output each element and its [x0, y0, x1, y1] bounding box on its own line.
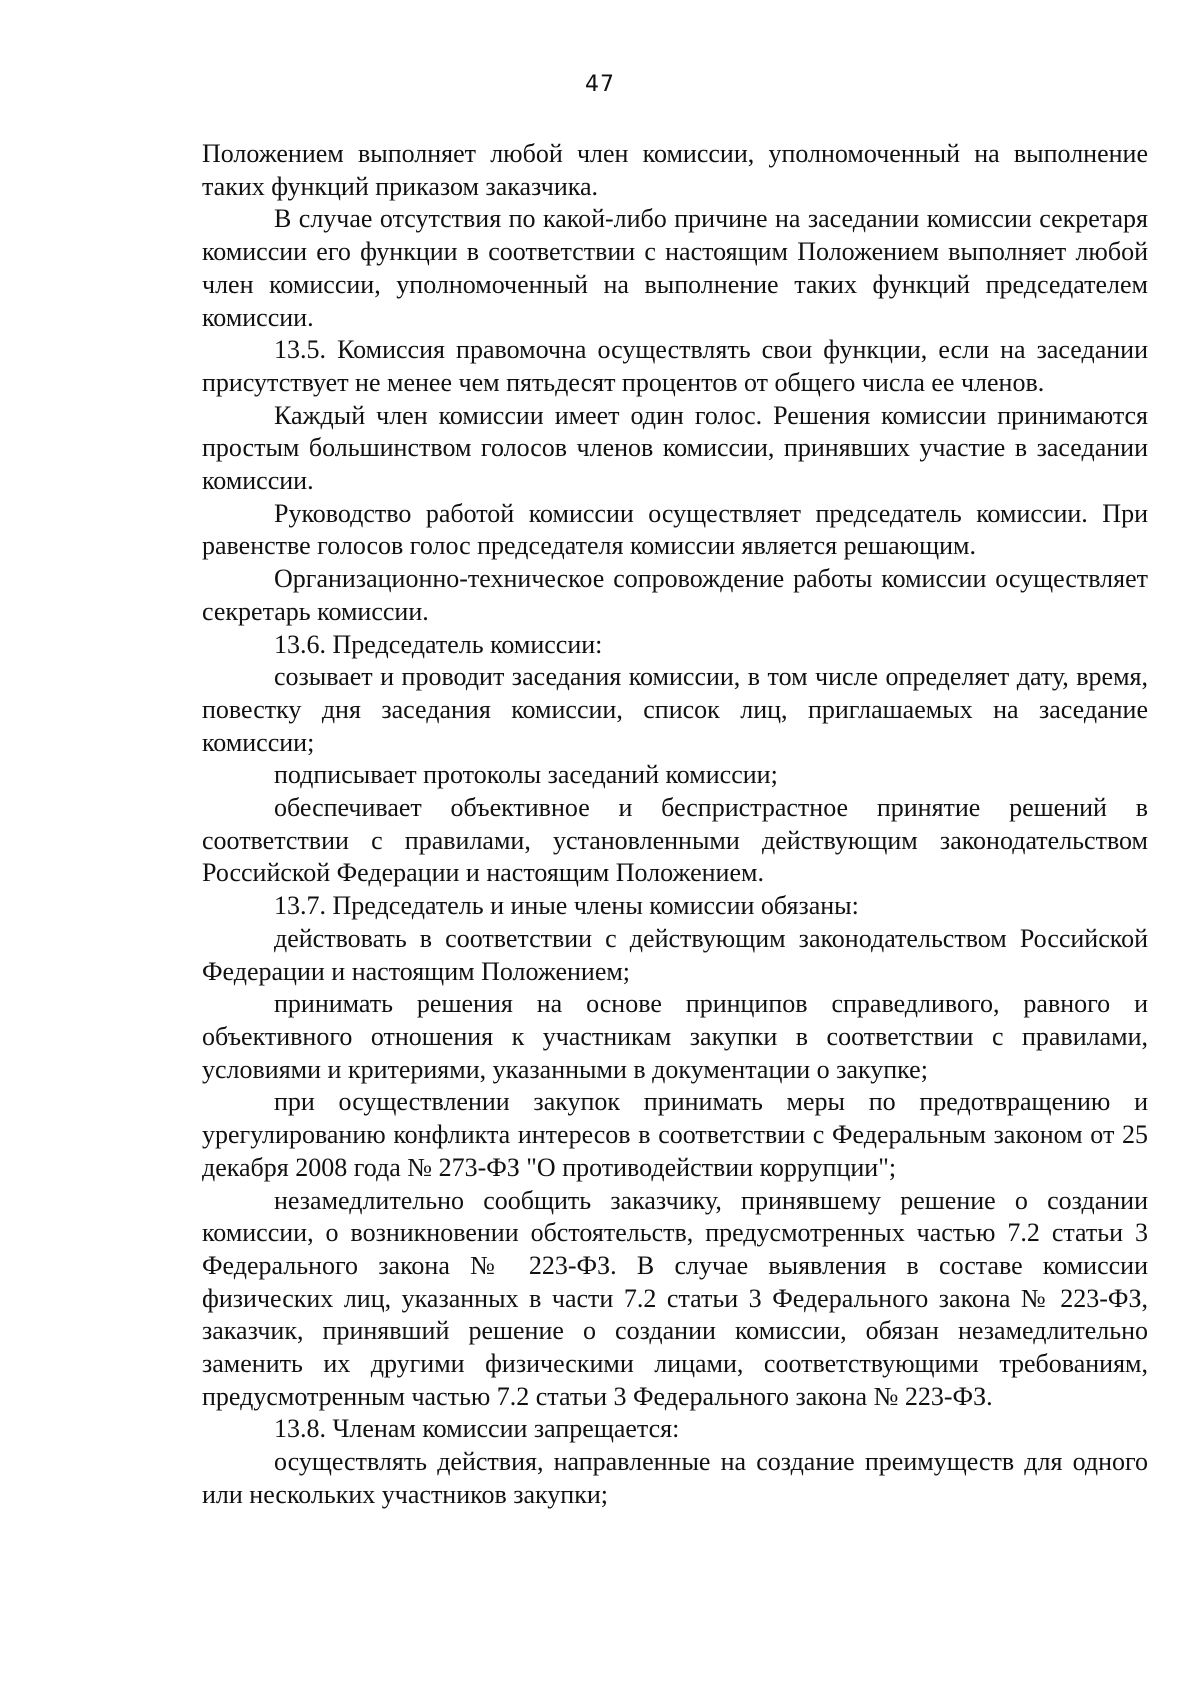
paragraph-prohibition-advantages: осуществлять действия, направленные на создание преимуществ для одного или нескольких участников закупки; [202, 1447, 1148, 1509]
paragraph-chair-convenes: созывает и проводит заседания комиссии, в том числе определяет дату, время, повестку дня заседания комиссии, список лиц, приглашаемых на заседание комиссии; [202, 662, 1148, 757]
paragraph-13-8-heading: 13.8. Членам комиссии запрещается: [274, 1414, 680, 1444]
paragraph-secretary-support: Организационно-техническое сопровождение работы комиссии осуществляет секретарь комиссии. [202, 564, 1148, 626]
paragraph-chair-ensures: обеспечивает объективное и беспристрастное принятие решений в соответствии с правилами, установленными действующим законодательством Российской Федерации и настоящим Положением. [202, 793, 1148, 888]
paragraph-duty-act-lawfully: действовать в соответствии с действующим законодательством Российской Федерации и настоящим Положением; [202, 923, 1148, 986]
paragraph-duty-conflict-of-interest: при осуществлении закупок принимать меры по предотвращению и урегулированию конфликта интересов в соответствии с Федеральным законом от 25 декабря 2008 года № 273-ФЗ "О противодействии коррупции"; [202, 1087, 1148, 1182]
paragraph-continuation: Положением выполняет любой член комиссии, уполномоченный на выполнение таких функций приказом заказчика. [202, 139, 1148, 201]
paragraph-chair-signs: подписывает протоколы заседаний комиссии; [274, 760, 778, 790]
paragraph-secretary-absence: В случае отсутствия по какой-либо причине на заседании комиссии секретаря комиссии его функции в соответствии с настоящим Положением выполняет любой член комиссии, уполномоченный на выполнение таких функций председателем комиссии. [202, 204, 1148, 332]
paragraph-13-7-heading: 13.7. Председатель и иные члены комиссии обязаны: [274, 891, 859, 921]
paragraph-duty-notify-customer: незамедлительно сообщить заказчику, принявшему решение о создании комиссии, о возникновении обстоятельств, предусмотренных частью 7.2 статьи 3 Федерального закона № 223-ФЗ. В случае выявления в составе комиссии физических лиц, указанных в части 7.2 статьи 3 Федерального закона № 223-ФЗ, заказчик, принявший решение о создании комиссии, обязан незамедлительно заменить их другими физическими лицами, соответствующими требованиям, предусмотренным частью 7.2 статьи 3 Федерального закона № 223-ФЗ. [202, 1185, 1148, 1411]
paragraph-chair-leadership: Руководство работой комиссии осуществляет председатель комиссии. При равенстве голосов голос председателя комиссии является решающим. [202, 498, 1148, 561]
paragraph-13-6-heading: 13.6. Председатель комиссии: [274, 629, 603, 659]
paragraph-voting: Каждый член комиссии имеет один голос. Решения комиссии принимаются простым большинством голосов членов комиссии, принявших участие в заседании комиссии. [202, 400, 1148, 496]
page-number: 47 [585, 72, 615, 97]
paragraph-13-5-quorum: 13.5. Комиссия правомочна осуществлять свои функции, если на заседании присутствует не менее чем пятьдесят процентов от общего числа ее членов. [202, 335, 1148, 397]
paragraph-duty-fair-decisions: принимать решения на основе принципов справедливого, равного и объективного отношения к участникам закупки в соответствии с правилами, условиями и критериями, указанными в документации о закупке; [202, 989, 1148, 1084]
document-body [202, 138, 1148, 1512]
